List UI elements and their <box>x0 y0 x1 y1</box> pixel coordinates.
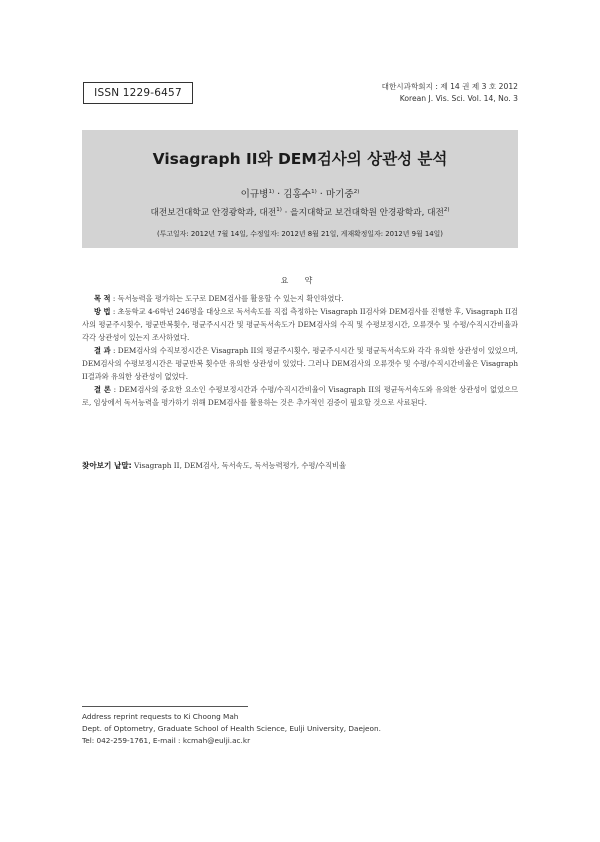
section-text: 초등학교 4-6학년 246명을 대상으로 독서속도를 직접 측정하는 Visagraph II검사와 DEM검사를 진행한 후, Visagraph II검사의 평균주시횟수, 평균반복횟수, 평균주시시간 및 평균독서속도가 DEM검사의 수직 및 수평보정시간, 오류갯수 및 수평/수직시간비율과 각각 상관성이 있는지 조사하였다. <box>82 307 519 342</box>
abstract-section-purpose: 목 적 : 독서능력을 평가하는 도구로 DEM검사를 활용할 수 있는지 확인하였다. <box>94 294 344 303</box>
keywords <box>82 460 518 471</box>
section-head: 목 적 <box>94 294 111 303</box>
author-separator: · <box>274 189 284 200</box>
keywords-text: Visagraph II, DEM검사, 독서속도, 독서능력평가, 수평/수직비율 <box>134 461 347 470</box>
author-affil-mark: 1) <box>311 189 317 195</box>
journal-english: Korean J. Vis. Sci. Vol. 14, No. 3 <box>399 94 518 103</box>
section-head: 결 론 <box>94 385 111 394</box>
affiliation-2: 을지대학교 보건대학원 안경광학과, 대전 <box>290 208 444 218</box>
author-name: 이규병 <box>240 189 269 200</box>
footnote-line: Tel: 042-259-1761, E-mail : kcmah@eulji.ac.kr <box>82 736 251 745</box>
correspondence-footnote <box>82 711 522 747</box>
affiliation-1: 대전보건대학교 안경광학과, 대전 <box>150 208 277 218</box>
section-text: DEM검사의 수직보정시간은 Visagraph II의 평균주시횟수, 평균주시시간 및 평균독서속도와 각각 유의한 상관성이 있었으며, DEM검사의 수평보정시간은 평균반복 횟수만 유의한 상관성이 있었다. 그러나 DEM검사의 오류갯수 및 수평/수직시간비율은 Visagraph II결과와 유의한 상관성이 없었다. <box>82 346 518 381</box>
abstract-section-conclusion: 결 론 : DEM검사의 중요한 요소인 수평보정시간과 수평/수직시간비율이 Visagraph II의 평균독서속도와 유의한 상관성이 없었으므로, 임상에서 독서능력을 평가하기 위해 DEM검사를 활용하는 것은 추가적인 검증이 필요할 것으로 사료된다. <box>82 385 518 407</box>
section-text: DEM검사의 중요한 요소인 수평보정시간과 수평/수직시간비율이 Visagraph II의 평균독서속도와 유의한 상관성이 없었으므로, 임상에서 독서능력을 평가하기 위해 DEM검사를 활용하는 것은 추가적인 검증이 필요할 것으로 사료된다. <box>82 385 518 407</box>
abstract-section-methods: 방 법 : 초등학교 4-6학년 246명을 대상으로 독서속도를 직접 측정하는 Visagraph II검사와 DEM검사를 진행한 후, Visagraph II검사의 평균주시횟수, 평균반복횟수, 평균주시시간 및 평균독서속도가 DEM검사의 수직 및 수평보정시간, 오류갯수 및 수평/수직시간비율과 각각 상관성이 있는지 조사하였다. <box>82 307 519 342</box>
affil-mark: 1) <box>276 207 282 213</box>
author-affil-mark: 2) <box>353 189 360 195</box>
journal-info <box>382 81 518 105</box>
section-text: 독서능력을 평가하는 도구로 DEM검사를 활용할 수 있는지 확인하였다. <box>117 294 344 303</box>
footnote-line: Address reprint requests to Ki Choong Mah <box>82 712 239 721</box>
footnote-line: Dept. of Optometry, Graduate School of Health Science, Eulji University, Daejeon. <box>82 724 381 733</box>
affiliations <box>82 206 518 218</box>
journal-korean: 대한시과학회지 : 제 14 권 제 3 호 2012 <box>381 82 518 91</box>
abstract-section-results: 결 과 : DEM검사의 수직보정시간은 Visagraph II의 평균주시횟수, 평균주시시간 및 평균독서속도와 각각 유의한 상관성이 있었으며, DEM검사의 수평보정시간은 평균반복 횟수만 유의한 상관성이 있었다. 그러나 DEM검사의 오류갯수 및 수평/수직시간비율은 Visagraph II결과와 유의한 상관성이 없었다. <box>82 346 518 381</box>
issn-box: ISSN 1229-6457 <box>83 82 193 104</box>
author-list <box>82 186 518 200</box>
abstract-heading: 요 약 <box>280 276 320 285</box>
submission-dates: (투고일자: 2012년 7월 14일, 수정일자: 2012년 8월 21일, 게재확정일자: 2012년 9월 14일) <box>157 230 443 238</box>
section-head: 방 법 <box>94 307 111 316</box>
abstract-body <box>82 292 518 409</box>
keywords-label: 찾아보기 낱말: <box>82 461 132 470</box>
author-separator: · <box>316 189 326 200</box>
author-name: 마기중 <box>325 189 354 200</box>
affiliation-separator: · <box>281 208 291 218</box>
footnote-divider <box>82 706 248 707</box>
author-name: 김홍수 <box>283 189 312 200</box>
affil-mark: 2) <box>443 207 450 213</box>
title-box <box>82 130 518 248</box>
author-affil-mark: 1) <box>268 189 275 195</box>
paper-title: Visagraph II와 DEM검사의 상관성 분석 <box>152 150 448 168</box>
section-head: 결 과 <box>94 346 111 355</box>
